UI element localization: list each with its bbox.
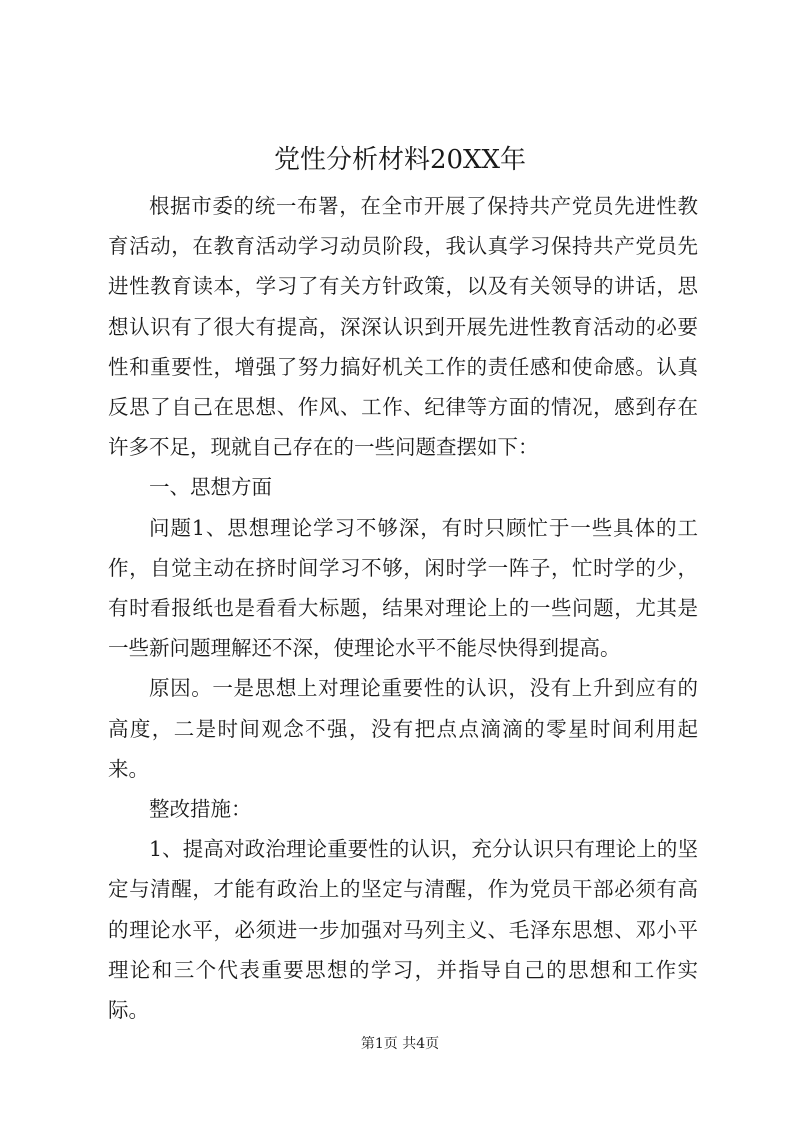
- paragraph-intro: 根据市委的统一布署，在全市开展了保持共产党员先进性教育活动，在教育活动学习动员阶段，我认真学习保持共产党员先进性教育读本，学习了有关方针政策，以及有关领导的讲话，思想认识有了很大有提高，深深认识到开展先进性教育活动的必要性和重要性，增强了努力搞好机关工作的责任感和使命感。认真反思了自己在思想、作风、工作、纪律等方面的情况，感到存在许多不足，现就自己存在的一些问题查摆如下：: [108, 194, 698, 460]
- paragraph-cause: 原因。一是思想上对理论重要性的认识，没有上升到应有的高度，二是时间观念不强，没有把点点滴滴的零星时间利用起来。: [108, 676, 698, 781]
- page-footer: 第1页 共4页: [360, 1036, 440, 1052]
- document-title: 党性分析材料20XX年: [273, 145, 527, 175]
- document-body: [108, 186, 698, 1030]
- paragraph-problem-1: 问题1、思想理论学习不够深，有时只顾忙于一些具体的工作，自觉主动在挤时间学习不够，闲时学一阵子，忙时学的少，有时看报纸也是看看大标题，结果对理论上的一些问题，尤其是一些新问题理解还不深，使理论水平不能尽快得到提高。: [108, 515, 698, 661]
- paragraph-measures-heading: 整改措施：: [149, 797, 252, 822]
- section-heading-thought: 一、思想方面: [149, 475, 272, 500]
- paragraph-measure-1: 1、提高对政治理论重要性的认识，充分认识只有理论上的坚定与清醒，才能有政治上的坚定与清醒，作为党员干部必须有高的理论水平，必须进一步加强对马列主义、毛泽东思想、邓小平理论和三个代表重要思想的学习，并指导自己的思想和工作实际。: [108, 837, 698, 1023]
